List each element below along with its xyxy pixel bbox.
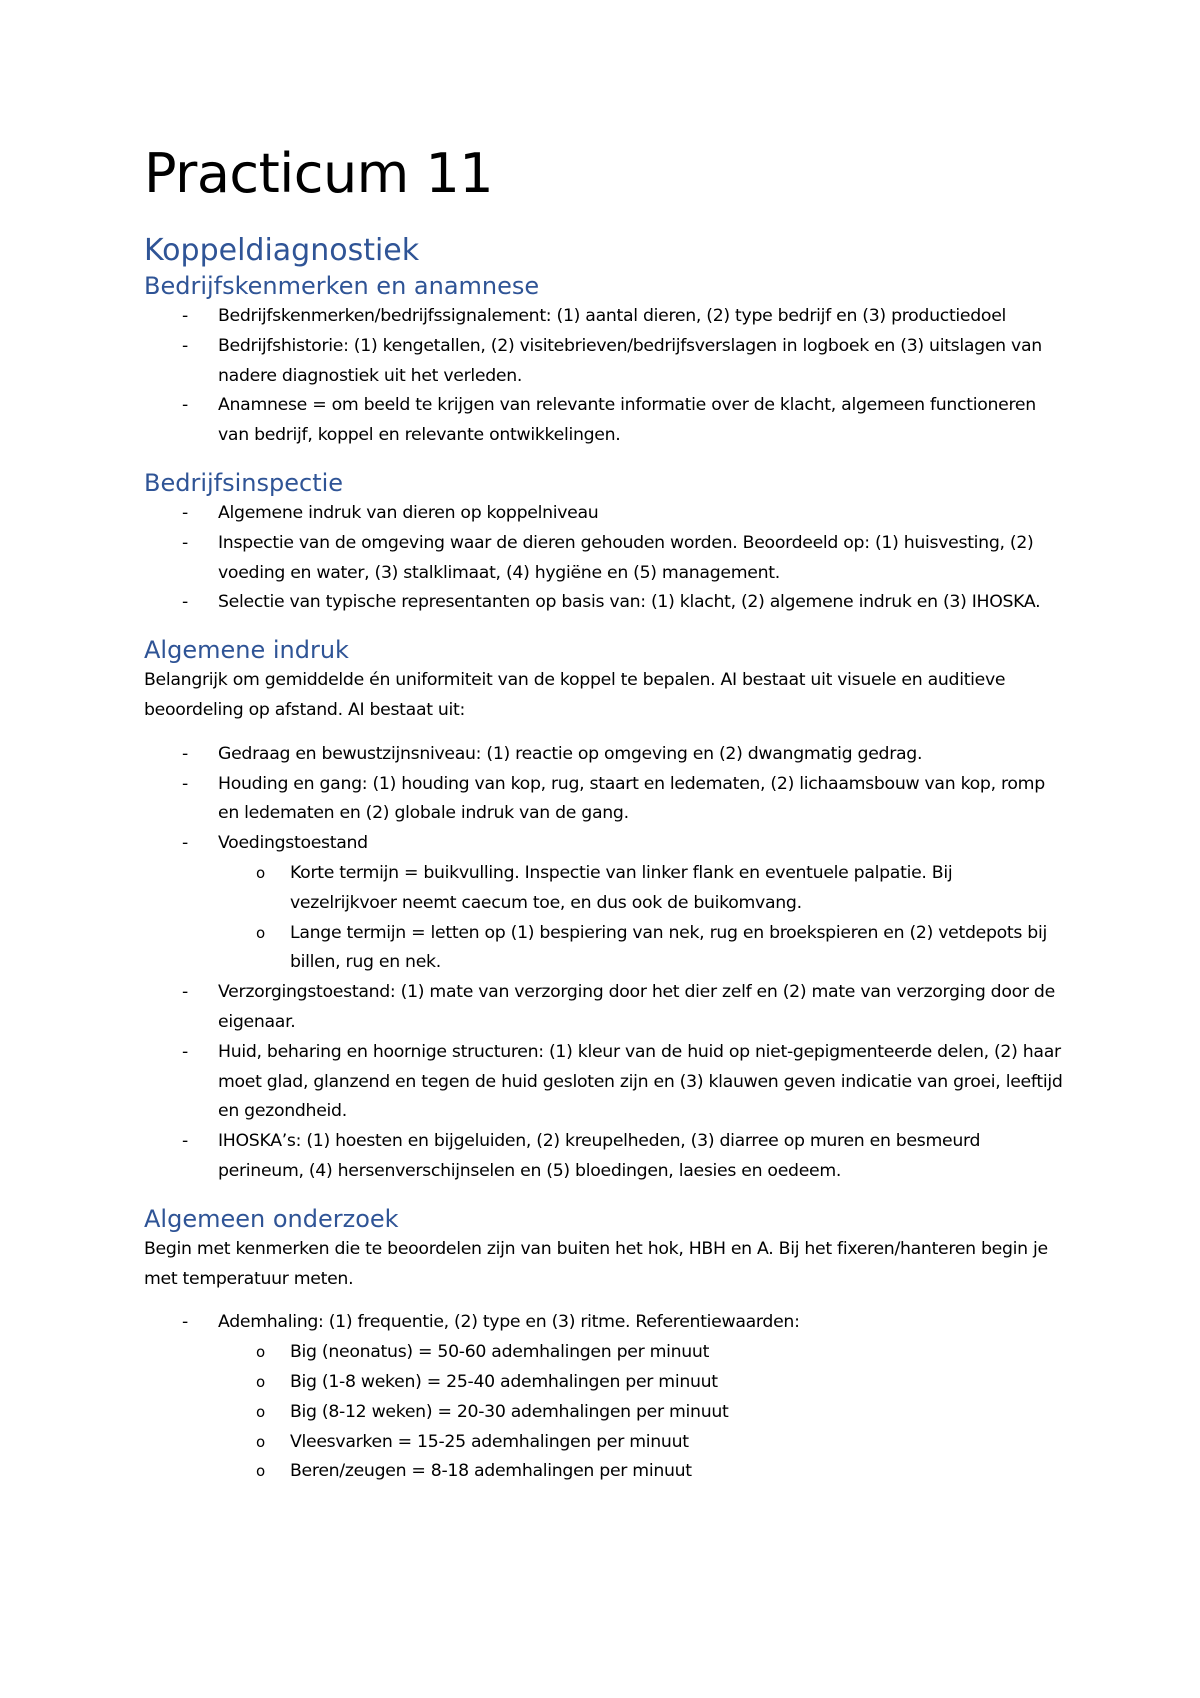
section-heading-koppeldiagnostiek: Koppeldiagnostiek	[144, 233, 420, 268]
page-title: Practicum 11	[144, 142, 494, 205]
sub-list-item: o Big (8-12 weken) = 20-30 ademhalingen per minuut	[256, 1401, 729, 1422]
heading-algemene-indruk: Algemene indruk	[144, 636, 349, 665]
paragraph-algemene-indruk: Belangrijk om gemiddelde én uniformiteit van de koppel te bepalen. AI bestaat uit visuele en auditieve beoordeling op afstand. AI bestaat uit:	[144, 670, 1006, 720]
list-item: - Inspectie van de omgeving waar de dieren gehouden worden. Beoordeeld op: (1) huisvesting, (2) voeding en water, (3) stalklimaat, (4) hygiëne en (5) management.	[182, 532, 1034, 583]
sub-list-item: o Beren/zeugen = 8-18 ademhalingen per minuut	[256, 1461, 692, 1482]
sub-list-item: o Big (1-8 weken) = 25-40 ademhalingen per minuut	[256, 1371, 718, 1392]
list-algemene-indruk	[144, 740, 1064, 859]
list-item: - Verzorgingstoestand: (1) mate van verzorging door het dier zelf en (2) mate van verzorging door de eigenaar.	[182, 982, 1055, 1032]
list-item: - IHOSKA’s: (1) hoesten en bijgeluiden, (2) kreupelheden, (3) diarree op muren en besmeurd perineum, (4) hersenverschijnselen en (5) bloedingen, laesies en oedeem.	[182, 1131, 981, 1181]
list-item: - Ademhaling: (1) frequentie, (2) type en (3) ritme. Referentiewaarden:	[182, 1312, 800, 1333]
heading-algemeen-onderzoek: Algemeen onderzoek	[144, 1204, 399, 1233]
list-item: - Algemene indruk van dieren op koppelniveau	[182, 502, 599, 523]
paragraph-algemeen-onderzoek: Begin met kenmerken die te beoordelen zijn van buiten het hok, HBH en A. Bij het fixeren/hanteren begin je met temperatuur meten.	[144, 1238, 1048, 1289]
list-item: - Bedrijfskenmerken/bedrijfssignalement: (1) aantal dieren, (2) type bedrijf en (3) productiedoel	[182, 306, 1007, 326]
sublist-referentiewaarden	[144, 1338, 1064, 1487]
list-item: - Gedraag en bewustzijnsniveau: (1) reactie op omgeving en (2) dwangmatig gedrag.	[182, 743, 923, 764]
list-item: - Bedrijfshistorie: (1) kengetallen, (2) visitebrieven/bedrijfsverslagen in logboek en (3) uitslagen van nadere diagnostiek uit het verleden.	[182, 335, 1042, 386]
list-algemeen-onderzoek	[144, 1308, 1064, 1338]
list-item: - Huid, beharing en hoornige structuren: (1) kleur van de huid op niet-gepigmenteerde delen, (2) haar moet glad, glanzend en tegen de huid gesloten zijn en (3) klauwen geven indicatie van groei, leeftijd en gezondheid.	[182, 1041, 1063, 1122]
sub-list-item: o Big (neonatus) = 50-60 ademhalingen per minuut	[256, 1342, 710, 1363]
list-item: - Voedingstoestand	[182, 833, 368, 854]
list-item: - Anamnese = om beeld te krijgen van relevante informatie over de klacht, algemeen functioneren van bedrijf, koppel en relevante ontwikkelingen.	[182, 395, 1036, 446]
document-page	[144, 140, 1064, 1487]
heading-bedrijfsinspectie: Bedrijfsinspectie	[144, 468, 344, 497]
list-item: - Selectie van typische representanten op basis van: (1) klacht, (2) algemene indruk en (3) IHOSKA.	[182, 592, 1041, 613]
sublist-voedingstoestand	[144, 859, 1064, 978]
heading-bedrijfskenmerken: Bedrijfskenmerken en anamnese	[144, 272, 540, 300]
list-bedrijfskenmerken	[144, 302, 1064, 451]
sub-list-item: o Lange termijn = letten op (1) bespiering van nek, rug en broekspieren en (2) vetdepots bij billen, rug en nek.	[256, 922, 1047, 973]
list-bedrijfsinspectie	[144, 499, 1064, 618]
list-item: - Houding en gang: (1) houding van kop, rug, staart en ledematen, (2) lichaamsbouw van kop, romp en ledematen en (2) globale indruk van de gang.	[182, 773, 1045, 824]
sub-list-item: o Vleesvarken = 15-25 ademhalingen per minuut	[256, 1431, 689, 1452]
sub-list-item: o Korte termijn = buikvulling. Inspectie van linker flank en eventuele palpatie. Bij vezelrijkvoer neemt caecum toe, en dus ook de buikomvang.	[256, 862, 953, 913]
list-algemene-indruk-continued	[144, 978, 1064, 1187]
